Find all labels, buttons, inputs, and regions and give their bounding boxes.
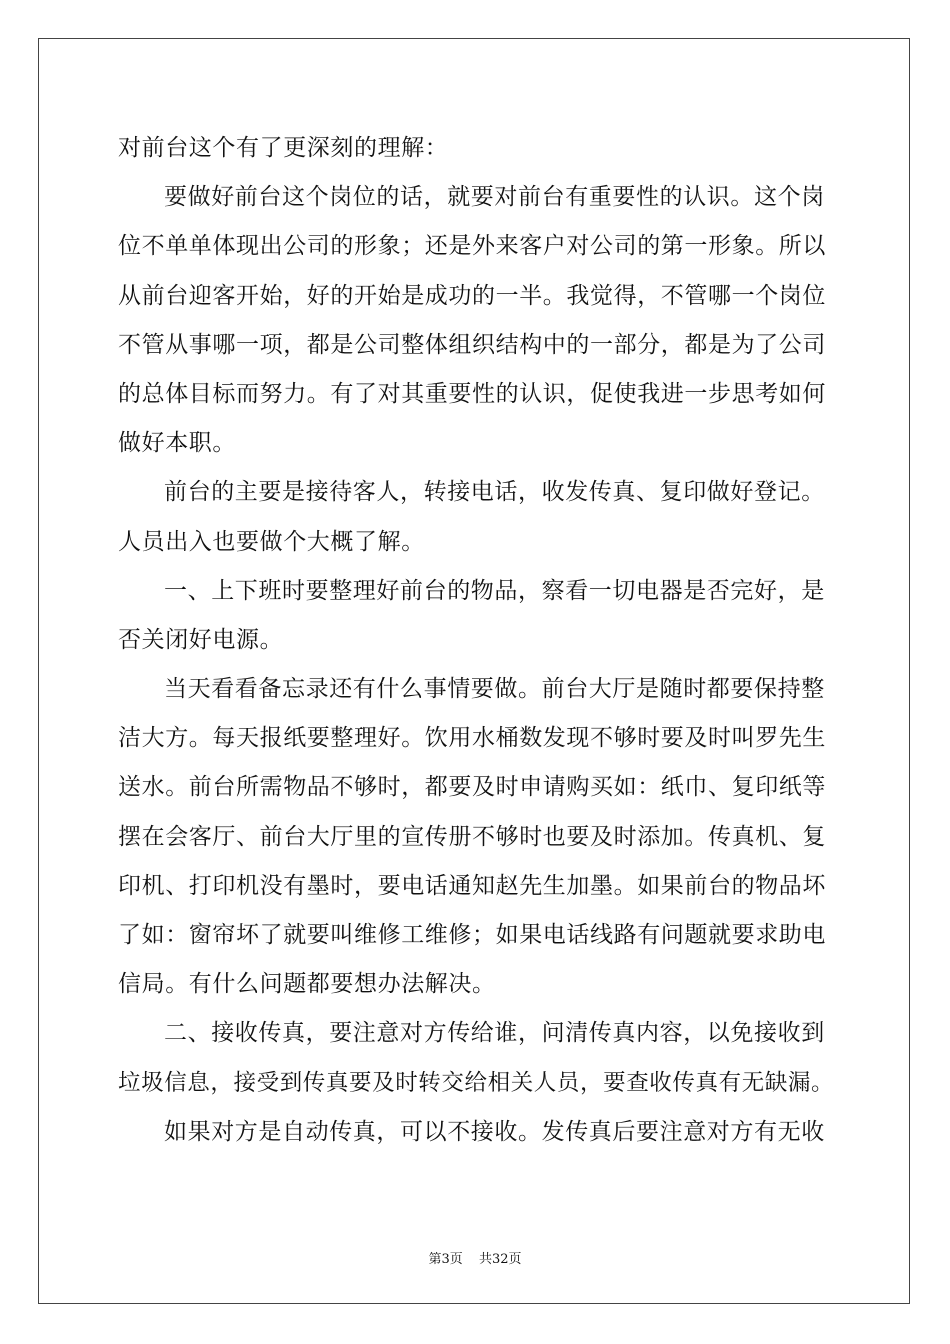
text-line: 否关闭好电源。 (118, 626, 284, 653)
text-line: 印机、打印机没有墨时，要电话通知赵先生加墨。如果前台的物品坏 (118, 872, 826, 899)
text-line: 如果对方是自动传真，可以不接收。发传真后要注意对方有无收 (164, 1118, 825, 1145)
text-line: 做好本职。 (118, 430, 236, 457)
text-line: 当天看看备忘录还有什么事情要做。前台大厅是随时都要保持整 (164, 676, 825, 703)
text-line: 不管从事哪一项，都是公司整体组织结构中的一部分，都是为了公司 (118, 331, 826, 358)
text-line: 人员出入也要做个大概了解。 (118, 528, 425, 555)
text-line: 二、接收传真，要注意对方传给谁，问清传真内容，以免接收到 (164, 1020, 825, 1047)
text-line: 要做好前台这个岗位的话，就要对前台有重要性的认识。这个岗 (164, 184, 825, 211)
text-line: 的总体目标而努力。有了对其重要性的认识，促使我进一步思考如何 (118, 380, 826, 407)
text-line: 前台的主要是接待客人，转接电话，收发传真、复印做好登记。 (164, 479, 825, 506)
page-number: 第3页 (428, 1252, 463, 1267)
text-line: 垃圾信息，接受到传真要及时转交给相关人员，要查收传真有无缺漏。 (118, 1069, 835, 1096)
document-body (118, 124, 838, 1157)
text-line: 一、上下班时要整理好前台的物品，察看一切电器是否完好，是 (164, 577, 825, 604)
text-line: 送水。前台所需物品不够时，都要及时申请购买如：纸巾、复印纸等 (118, 774, 826, 801)
text-line: 了如：窗帘坏了就要叫维修工维修；如果电话线路有问题就要求助电 (118, 922, 826, 948)
text-line: 位不单单体现出公司的形象；还是外来客户对公司的第一形象。所以 (118, 233, 826, 260)
text-line: 摆在会客厅、前台大厅里的宣传册不够时也要及时添加。传真机、复 (118, 823, 826, 850)
text-line: 信局。有什么问题都要想办法解决。 (118, 971, 496, 998)
text-line: 从前台迎客开始，好的开始是成功的一半。我觉得，不管哪一个岗位 (118, 282, 826, 309)
text-line: 洁大方。每天报纸要整理好。饮用水桶数发现不够时要及时叫罗先生 (118, 725, 826, 752)
page-footer (0, 1248, 950, 1267)
total-pages: 共32页 (478, 1252, 522, 1267)
text-line: 对前台这个有了更深刻的理解： (118, 135, 449, 161)
